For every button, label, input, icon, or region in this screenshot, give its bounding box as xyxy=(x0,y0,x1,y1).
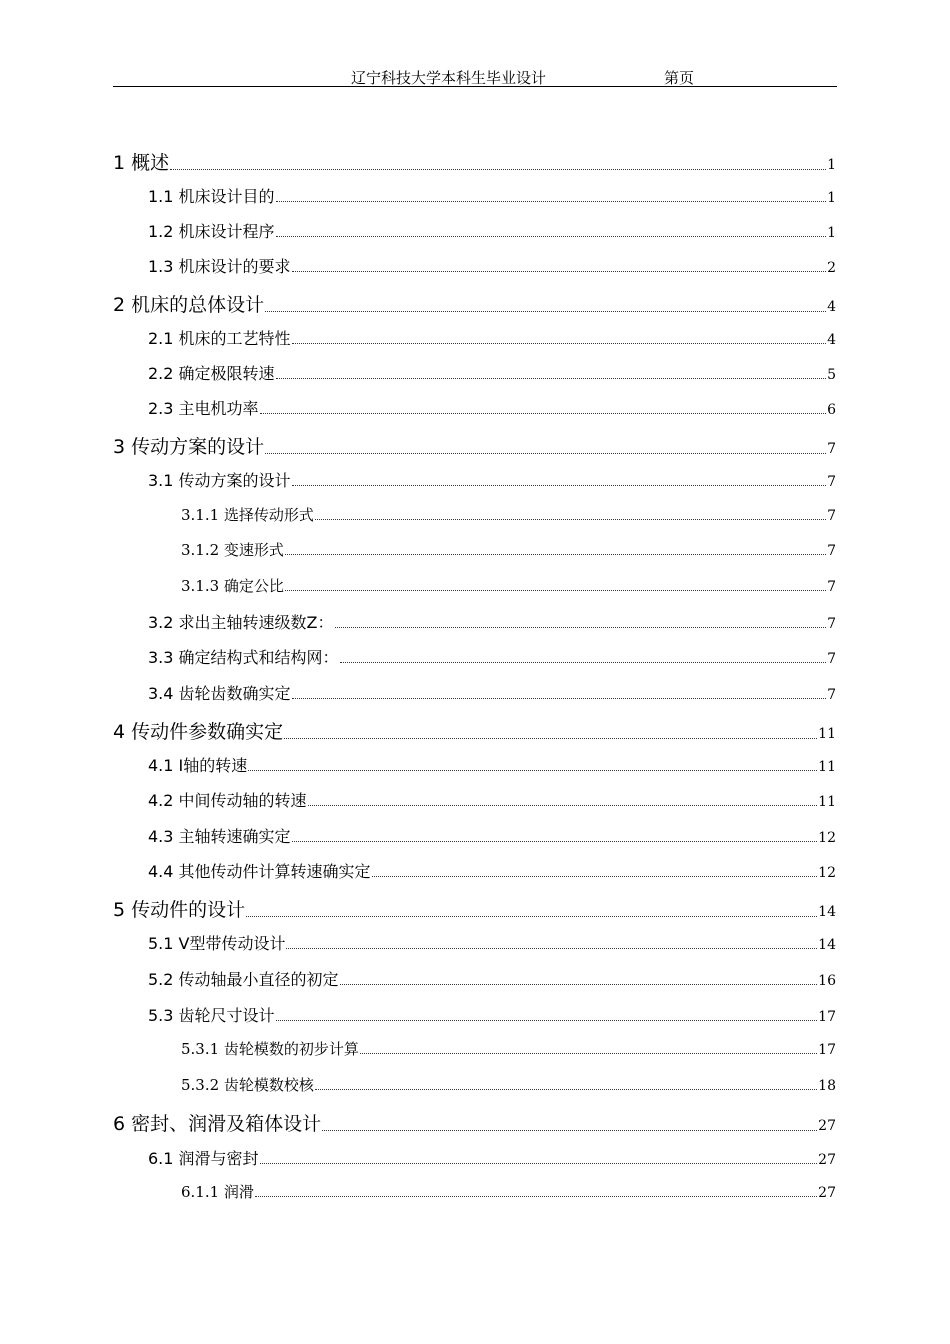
dot-leader xyxy=(308,804,818,806)
toc-entry[interactable] xyxy=(113,717,836,744)
dot-leader xyxy=(285,589,826,591)
dot-leader xyxy=(284,737,817,739)
toc-entry[interactable] xyxy=(181,575,836,596)
toc-entry-title: 3.1 传动方案的设计 xyxy=(148,471,291,490)
toc-entry-title: 6 密封、润滑及箱体设计 xyxy=(113,1113,322,1135)
toc-entry-title: 3 传动方案的设计 xyxy=(113,436,265,458)
toc-entry-title: 5.1 V型带传动设计 xyxy=(148,934,286,953)
toc-entry-title: 5.3.2 齿轮模数校核 xyxy=(181,1076,314,1094)
toc-entry-page: 16 xyxy=(818,973,836,989)
toc-entry[interactable] xyxy=(148,1003,836,1026)
toc-entry-page: 27 xyxy=(818,1118,836,1134)
dot-leader xyxy=(260,412,827,414)
dot-leader xyxy=(292,484,827,486)
dot-leader xyxy=(260,1162,818,1164)
toc-entry-page: 7 xyxy=(827,579,836,595)
toc-entry[interactable] xyxy=(148,931,836,954)
header-title: 辽宁科技大学本科生毕业设计 xyxy=(351,69,547,87)
toc-entry-page: 12 xyxy=(818,865,836,881)
dot-leader xyxy=(340,983,818,985)
toc-entry[interactable] xyxy=(148,219,836,242)
toc-entry-title: 1.1 机床设计目的 xyxy=(148,187,275,206)
toc-entry-page: 7 xyxy=(827,616,836,632)
dot-leader xyxy=(276,377,827,379)
toc-entry-title: 2 机床的总体设计 xyxy=(113,294,265,316)
dot-leader xyxy=(276,200,827,202)
toc-entry-page: 5 xyxy=(827,367,836,383)
dot-leader xyxy=(292,697,827,699)
toc-entry[interactable] xyxy=(148,1146,836,1169)
toc-entry-page: 7 xyxy=(827,651,836,667)
toc-entry[interactable] xyxy=(181,504,836,525)
toc-entry-page: 7 xyxy=(827,474,836,490)
dot-leader xyxy=(286,947,817,949)
toc-entry[interactable] xyxy=(148,753,836,776)
toc-entry[interactable] xyxy=(148,326,836,349)
dot-leader xyxy=(170,168,826,170)
toc-entry-page: 7 xyxy=(827,687,836,703)
toc-entry-title: 2.2 确定极限转速 xyxy=(148,364,275,383)
toc-entry-page: 1 xyxy=(827,157,836,173)
toc-entry-page: 18 xyxy=(818,1078,836,1094)
dot-leader xyxy=(372,875,818,877)
toc-entry[interactable] xyxy=(148,184,836,207)
toc-entry-page: 7 xyxy=(827,508,836,524)
toc-entry[interactable] xyxy=(148,468,836,491)
toc-entry-page: 11 xyxy=(818,759,836,775)
toc-entry[interactable] xyxy=(113,1109,836,1136)
toc-entry-page: 27 xyxy=(818,1152,836,1168)
toc-entry-title: 2.1 机床的工艺特性 xyxy=(148,329,291,348)
toc-entry[interactable] xyxy=(181,1038,836,1059)
toc-entry-title: 3.4 齿轮齿数确实定 xyxy=(148,684,291,703)
toc-entry[interactable] xyxy=(148,361,836,384)
toc-entry-page: 17 xyxy=(818,1009,836,1025)
dot-leader xyxy=(315,1088,817,1090)
dot-leader xyxy=(292,342,827,344)
dot-leader xyxy=(246,915,817,917)
toc-entry-page: 12 xyxy=(818,830,836,846)
toc-entry[interactable] xyxy=(113,148,836,175)
header-page-label: 第页 xyxy=(664,69,695,87)
toc-entry-title: 6.1.1 润滑 xyxy=(181,1183,254,1201)
dot-leader xyxy=(292,840,818,842)
toc-entry-title: 6.1 润滑与密封 xyxy=(148,1149,259,1168)
dot-leader xyxy=(265,452,826,454)
toc-entry[interactable] xyxy=(181,539,836,560)
toc-entry[interactable] xyxy=(113,290,836,317)
toc-entry[interactable] xyxy=(148,788,836,811)
toc-entry-title: 5 传动件的设计 xyxy=(113,899,246,921)
toc-entry-title: 5.3.1 齿轮模数的初步计算 xyxy=(181,1040,359,1058)
page-header xyxy=(113,60,837,87)
toc-entry-page: 14 xyxy=(818,904,836,920)
dot-leader xyxy=(335,626,827,628)
toc-entry-page: 27 xyxy=(818,1185,836,1201)
toc-entry-title: 3.1.3 确定公比 xyxy=(181,577,284,595)
toc-entry-title: 5.2 传动轴最小直径的初定 xyxy=(148,970,339,989)
toc-entry-title: 3.1.1 选择传动形式 xyxy=(181,506,314,524)
toc-entry-page: 11 xyxy=(818,726,836,742)
toc-entry-title: 3.3 确定结构式和结构网： xyxy=(148,648,339,667)
toc-entry[interactable] xyxy=(113,432,836,459)
toc-entry-title: 3.2 求出主轴转速级数Z： xyxy=(148,613,334,632)
toc-entry[interactable] xyxy=(181,1074,836,1095)
toc-entry-title: 1.3 机床设计的要求 xyxy=(148,257,291,276)
toc-entry-title: 3.1.2 变速形式 xyxy=(181,541,284,559)
toc-entry-page: 11 xyxy=(818,794,836,810)
toc-entry[interactable] xyxy=(148,610,836,633)
toc-entry[interactable] xyxy=(181,1181,836,1202)
toc-entry-title: 4.4 其他传动件计算转速确实定 xyxy=(148,862,371,881)
toc-entry-page: 1 xyxy=(827,225,836,241)
toc-entry-page: 14 xyxy=(818,937,836,953)
toc-entry[interactable] xyxy=(113,895,836,922)
toc-entry[interactable] xyxy=(148,254,836,277)
toc-entry-page: 1 xyxy=(827,190,836,206)
dot-leader xyxy=(248,769,817,771)
toc-entry-title: 5.3 齿轮尺寸设计 xyxy=(148,1006,275,1025)
dot-leader xyxy=(276,235,827,237)
dot-leader xyxy=(265,310,826,312)
toc-entry-page: 7 xyxy=(827,441,836,457)
toc-entry[interactable] xyxy=(148,681,836,704)
toc-entry[interactable] xyxy=(148,859,836,882)
dot-leader xyxy=(315,518,826,520)
toc-entry-title: 1.2 机床设计程序 xyxy=(148,222,275,241)
dot-leader xyxy=(322,1129,817,1131)
toc-entry-page: 6 xyxy=(827,402,836,418)
toc-entry-page: 4 xyxy=(827,299,836,315)
toc-entry-page: 17 xyxy=(818,1042,836,1058)
toc-entry-title: 4 传动件参数确实定 xyxy=(113,721,284,743)
dot-leader xyxy=(360,1052,817,1054)
toc-entry-title: 4.1 Ⅰ轴的转速 xyxy=(148,756,248,775)
dot-leader xyxy=(276,1019,818,1021)
toc-entry-page: 7 xyxy=(827,543,836,559)
toc-entry-title: 2.3 主电机功率 xyxy=(148,399,259,418)
toc-entry-title: 1 概述 xyxy=(113,152,170,174)
toc-entry[interactable] xyxy=(148,967,836,990)
toc-entry[interactable] xyxy=(148,645,836,668)
toc-entry-title: 4.2 中间传动轴的转速 xyxy=(148,791,307,810)
toc-entry-title: 4.3 主轴转速确实定 xyxy=(148,827,291,846)
toc-entry[interactable] xyxy=(148,396,836,419)
dot-leader xyxy=(292,270,827,272)
toc-entry-page: 4 xyxy=(827,332,836,348)
toc-entry-page: 2 xyxy=(827,260,836,276)
dot-leader xyxy=(255,1195,817,1197)
dot-leader xyxy=(340,661,827,663)
dot-leader xyxy=(285,553,826,555)
toc-entry[interactable] xyxy=(148,824,836,847)
